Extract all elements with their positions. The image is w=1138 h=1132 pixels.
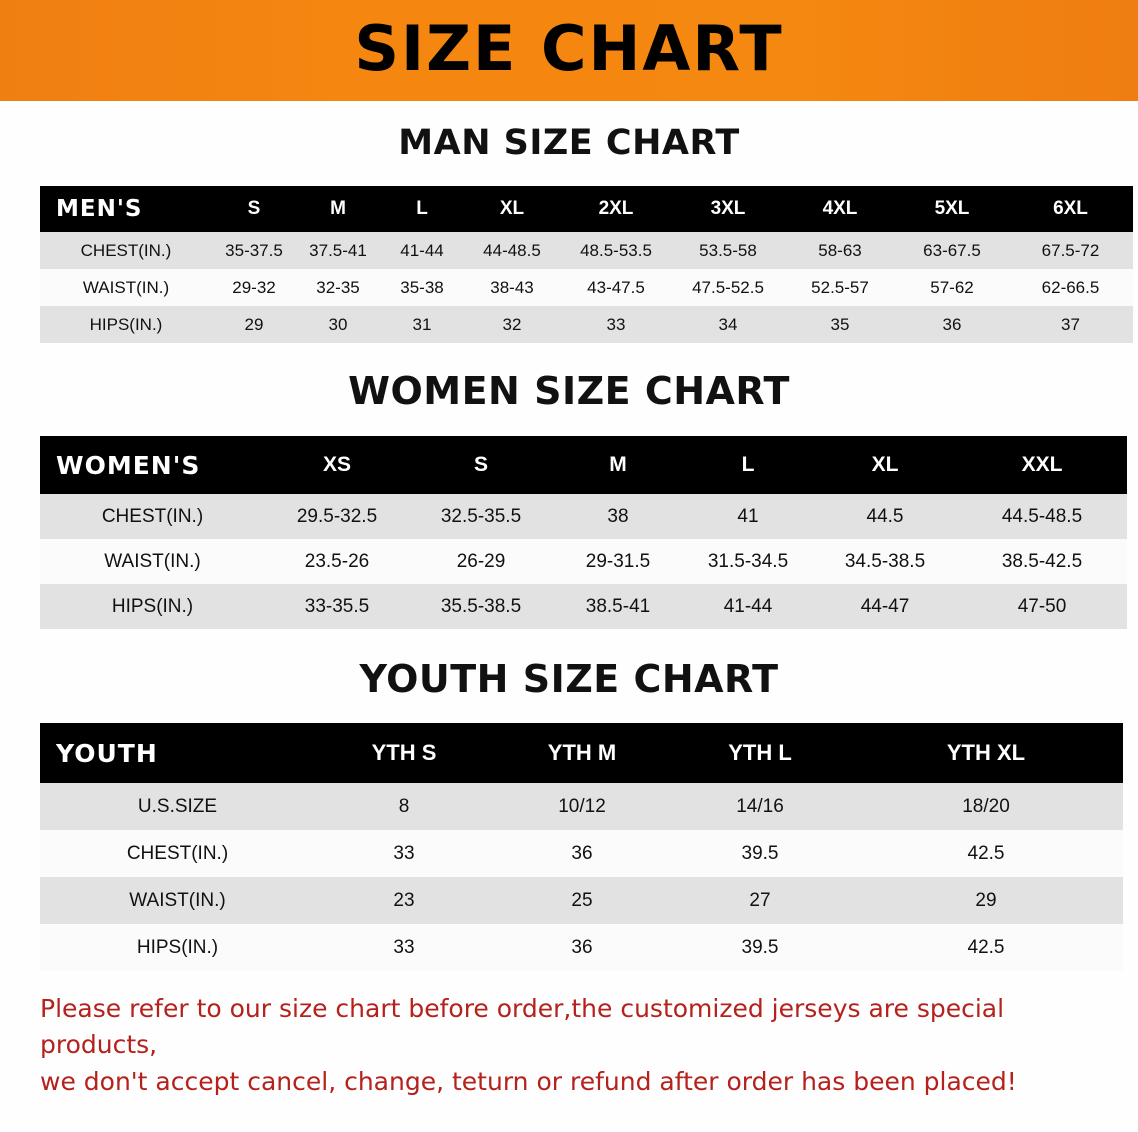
- youth-cell: 42.5: [849, 924, 1123, 971]
- man-cell: 62-66.5: [1008, 269, 1133, 306]
- women-cell: 41: [683, 494, 813, 539]
- youth-row-label: U.S.SIZE: [40, 783, 315, 830]
- man-cell: 48.5-53.5: [560, 232, 672, 269]
- table-row: [40, 830, 1123, 877]
- women-cell: 31.5-34.5: [683, 539, 813, 584]
- table-header-row: [40, 186, 1133, 232]
- women-cell: 38: [553, 494, 683, 539]
- man-cell: 58-63: [784, 232, 896, 269]
- man-cell: 35-38: [380, 269, 464, 306]
- table-header-row: [40, 436, 1127, 494]
- women-size-table: [40, 436, 1127, 629]
- women-cell: 44.5-48.5: [957, 494, 1127, 539]
- table-header-row: [40, 723, 1123, 783]
- man-cell: 34: [672, 306, 784, 343]
- women-cell: 47-50: [957, 584, 1127, 629]
- women-cell: 44.5: [813, 494, 957, 539]
- man-cell: 57-62: [896, 269, 1008, 306]
- women-cell: 32.5-35.5: [409, 494, 553, 539]
- women-cell: 29.5-32.5: [265, 494, 409, 539]
- man-section-title: MAN SIZE CHART: [398, 123, 740, 163]
- women-cell: 26-29: [409, 539, 553, 584]
- man-cell: 33: [560, 306, 672, 343]
- spacer: [0, 701, 1138, 723]
- man-header-cell: 5XL: [934, 198, 970, 219]
- youth-cell: 36: [493, 924, 671, 971]
- youth-cell: 39.5: [671, 830, 849, 877]
- youth-cell: 18/20: [849, 783, 1123, 830]
- youth-header-rowlabel: YOUTH: [56, 738, 158, 768]
- man-cell: 38-43: [464, 269, 560, 306]
- man-header-cell: S: [247, 198, 261, 219]
- women-header-cell: XS: [322, 453, 351, 476]
- man-cell: 47.5-52.5: [672, 269, 784, 306]
- man-cell: 43-47.5: [560, 269, 672, 306]
- man-table-body: [40, 232, 1133, 343]
- man-cell: 29: [212, 306, 296, 343]
- women-cell: 23.5-26: [265, 539, 409, 584]
- women-header-cell: XXL: [1021, 453, 1063, 476]
- youth-size-table: [40, 723, 1123, 971]
- women-cell: 44-47: [813, 584, 957, 629]
- banner: [0, 0, 1138, 101]
- youth-header-cell: YTH S: [371, 740, 437, 765]
- youth-header-cell: YTH XL: [946, 740, 1026, 765]
- women-row-label: WAIST(IN.): [40, 539, 265, 584]
- women-table-wrap: [40, 436, 1098, 629]
- man-header-rowlabel: MEN'S: [56, 196, 143, 222]
- man-size-table: [40, 186, 1133, 343]
- women-header-cell: M: [609, 453, 627, 476]
- banner-title: SIZE CHART: [354, 11, 784, 85]
- man-cell: 63-67.5: [896, 232, 1008, 269]
- table-row: [40, 924, 1123, 971]
- women-header-rowlabel: WOMEN'S: [56, 450, 201, 480]
- spacer: [0, 413, 1138, 436]
- youth-row-label: WAIST(IN.): [40, 877, 315, 924]
- women-row-label: CHEST(IN.): [40, 494, 265, 539]
- spacer: [0, 163, 1138, 186]
- women-cell: 38.5-42.5: [957, 539, 1127, 584]
- women-cell: 33-35.5: [265, 584, 409, 629]
- youth-cell: 29: [849, 877, 1123, 924]
- women-header-cell: XL: [871, 453, 899, 476]
- man-header-cell: L: [416, 198, 428, 219]
- women-header-cell: L: [741, 453, 755, 476]
- women-cell: 35.5-38.5: [409, 584, 553, 629]
- man-cell: 31: [380, 306, 464, 343]
- man-cell: 52.5-57: [784, 269, 896, 306]
- table-row: [40, 539, 1127, 584]
- youth-cell: 8: [315, 783, 493, 830]
- man-row-label: WAIST(IN.): [40, 269, 212, 306]
- youth-cell: 23: [315, 877, 493, 924]
- youth-cell: 10/12: [493, 783, 671, 830]
- table-row: [40, 306, 1133, 343]
- youth-cell: 27: [671, 877, 849, 924]
- man-cell: 35: [784, 306, 896, 343]
- man-cell: 37: [1008, 306, 1133, 343]
- footer-note-line-2: we don't accept cancel, change, teturn or refund after order has been placed!: [40, 1066, 1017, 1096]
- man-row-label: CHEST(IN.): [40, 232, 212, 269]
- man-cell: 41-44: [380, 232, 464, 269]
- man-cell: 32-35: [296, 269, 380, 306]
- man-table-wrap: [40, 186, 1098, 343]
- youth-row-label: HIPS(IN.): [40, 924, 315, 971]
- man-cell: 29-32: [212, 269, 296, 306]
- youth-cell: 39.5: [671, 924, 849, 971]
- man-cell: 35-37.5: [212, 232, 296, 269]
- women-row-label: HIPS(IN.): [40, 584, 265, 629]
- table-row: [40, 783, 1123, 830]
- youth-header-cell: YTH L: [728, 740, 792, 765]
- man-cell: 53.5-58: [672, 232, 784, 269]
- table-row: [40, 877, 1123, 924]
- man-cell: 32: [464, 306, 560, 343]
- man-row-label: HIPS(IN.): [40, 306, 212, 343]
- youth-cell: 36: [493, 830, 671, 877]
- women-cell: 34.5-38.5: [813, 539, 957, 584]
- man-header-cell: 3XL: [710, 198, 746, 219]
- man-header-cell: 4XL: [822, 198, 858, 219]
- man-cell: 36: [896, 306, 1008, 343]
- table-row: [40, 232, 1133, 269]
- footer-note-line-1: Please refer to our size chart before order,the customized jerseys are special products,: [40, 994, 1005, 1060]
- women-section-title: WOMEN SIZE CHART: [348, 369, 790, 413]
- women-cell: 38.5-41: [553, 584, 683, 629]
- youth-cell: 25: [493, 877, 671, 924]
- youth-cell: 14/16: [671, 783, 849, 830]
- man-header-cell: 2XL: [598, 198, 634, 219]
- youth-table-head: [40, 723, 1123, 783]
- youth-row-label: CHEST(IN.): [40, 830, 315, 877]
- youth-cell: 33: [315, 830, 493, 877]
- youth-table-body: [40, 783, 1123, 971]
- women-cell: 41-44: [683, 584, 813, 629]
- man-table-head: [40, 186, 1133, 232]
- women-header-cell: S: [473, 453, 488, 476]
- table-row: [40, 584, 1127, 629]
- women-table-body: [40, 494, 1127, 629]
- man-cell: 44-48.5: [464, 232, 560, 269]
- man-cell: 37.5-41: [296, 232, 380, 269]
- table-row: [40, 269, 1133, 306]
- footer-note: [40, 991, 1098, 1100]
- youth-cell: 33: [315, 924, 493, 971]
- man-header-cell: XL: [499, 198, 525, 219]
- youth-table-wrap: [40, 723, 1098, 971]
- youth-section-title: YOUTH SIZE CHART: [359, 657, 779, 701]
- youth-cell: 42.5: [849, 830, 1123, 877]
- youth-header-cell: YTH M: [547, 740, 617, 765]
- table-row: [40, 494, 1127, 539]
- man-cell: 30: [296, 306, 380, 343]
- women-cell: 29-31.5: [553, 539, 683, 584]
- women-table-head: [40, 436, 1127, 494]
- man-header-cell: 6XL: [1053, 198, 1088, 219]
- man-header-cell: M: [330, 198, 346, 219]
- man-cell: 67.5-72: [1008, 232, 1133, 269]
